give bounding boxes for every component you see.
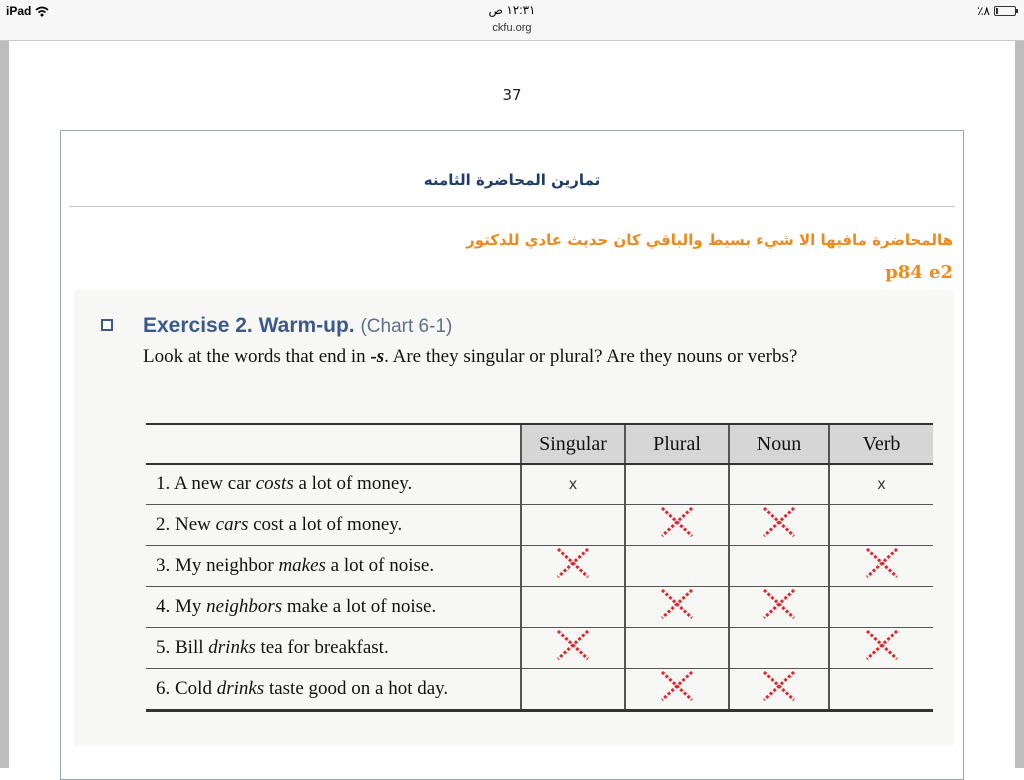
post-title: تمارين المحاضرة الثامنه [423,171,601,189]
red-x-mark-icon [863,546,901,586]
sentence-cell [146,586,521,627]
mark-cell [729,545,829,586]
exercise-instruction [143,346,797,368]
mark-cell [521,504,625,545]
table-row [146,464,933,504]
red-x-mark-icon [658,669,696,709]
red-x-mark-icon [554,546,592,586]
status-time: ١٢:٣١ ص [488,3,536,17]
sentence-number: 1. [156,473,171,495]
mark-cell [521,464,625,504]
header-singular: Singular [521,424,625,464]
table-row [146,586,933,627]
sentence-target-word: makes [278,554,326,576]
battery-icon [994,6,1016,16]
sentence-number: 2. [156,513,171,535]
sentence-post: cost a lot of money. [248,513,403,535]
exercise-chart-ref: (Chart 6-1) [360,316,453,337]
sentence-pre: My neighbor [175,554,279,576]
sentence-target-word: cars [215,513,249,535]
page-margin-left [0,41,9,768]
mark-cell [729,627,829,668]
table-row [146,627,933,668]
instruction-suffix: -s [370,346,385,367]
sentence-pre: A new car [173,473,256,495]
sentence-pre: Cold [175,677,217,699]
exercise-title: Exercise 2. Warm-up. [143,314,355,337]
exercise-table [146,423,933,712]
sentence-cell [146,627,521,668]
sentence-post: make a lot of noise. [282,595,437,617]
mark-cell [829,504,933,545]
status-right [977,4,1016,18]
table-header-row [146,424,933,464]
exercise-heading [143,314,452,338]
checkbox-icon [101,319,113,331]
mark-cell [521,627,625,668]
mark-cell [829,627,933,668]
red-x-mark-icon [658,587,696,627]
sentence-number: 3. [156,554,171,576]
page-margin-right [1015,41,1024,768]
sentence-number: 6. [156,677,171,699]
sentence-post: a lot of money. [293,473,413,495]
page-number: 37 [502,86,522,104]
status-bar [0,0,1024,22]
red-x-mark-icon [554,628,592,668]
header-plural: Plural [625,424,729,464]
mark-cell [829,668,933,710]
mark-cell [625,627,729,668]
red-x-mark-icon [760,669,798,709]
sentence-pre: New [175,513,216,535]
sentence-target-word: costs [255,473,294,495]
table-row [146,668,933,710]
sentence-pre: Bill [175,636,209,658]
mark-cell [829,586,933,627]
device-label: iPad [6,4,32,18]
mark-cell [625,545,729,586]
url-text[interactable]: ckfu.org [492,22,532,34]
address-bar[interactable] [0,22,1024,41]
header-verb: Verb [829,424,933,464]
mark-cell [521,545,625,586]
sentence-cell [146,464,521,504]
mark-cell [729,586,829,627]
exercise-table-wrapper [146,423,933,712]
header-noun: Noun [729,424,829,464]
post-divider [69,206,955,207]
post-note: هالمحاضرة مافيها الا شيء بسيط والباقي كان حديث عادي للدكتور [466,231,953,249]
mark-cell [625,586,729,627]
sentence-cell [146,668,521,710]
mark-cell [829,464,933,504]
sentence-post: a lot of noise. [325,554,435,576]
sentence-pre: My [175,595,207,617]
mark-cell [625,668,729,710]
mark-cell [625,504,729,545]
sentence-target-word: drinks [208,636,256,658]
mark-cell [729,668,829,710]
red-x-mark-icon [760,505,798,545]
mark-cell [521,586,625,627]
sentence-target-word: neighbors [206,595,283,617]
red-x-mark-icon [760,587,798,627]
small-x-mark: x [877,476,886,494]
mark-cell [729,464,829,504]
post-page-reference: p84 e2 [885,262,953,283]
instruction-part: . Are they singular or plural? Are they nouns or verbs? [384,346,798,367]
table-row [146,545,933,586]
red-x-mark-icon [863,628,901,668]
sentence-number: 5. [156,636,171,658]
table-row [146,504,933,545]
red-x-mark-icon [658,505,696,545]
small-x-mark: x [569,476,577,494]
sentence-cell [146,504,521,545]
sentence-cell [146,545,521,586]
mark-cell [729,504,829,545]
sentence-post: taste good on a hot day. [264,677,449,699]
header-blank [146,424,521,464]
mark-cell [829,545,933,586]
sentence-post: tea for breakfast. [255,636,389,658]
instruction-part: Look at the words that end in [143,346,371,367]
battery-percent: ٪٨ [977,4,990,18]
mark-cell [625,464,729,504]
sentence-number: 4. [156,595,171,617]
mark-cell [521,668,625,710]
sentence-target-word: drinks [216,677,265,699]
